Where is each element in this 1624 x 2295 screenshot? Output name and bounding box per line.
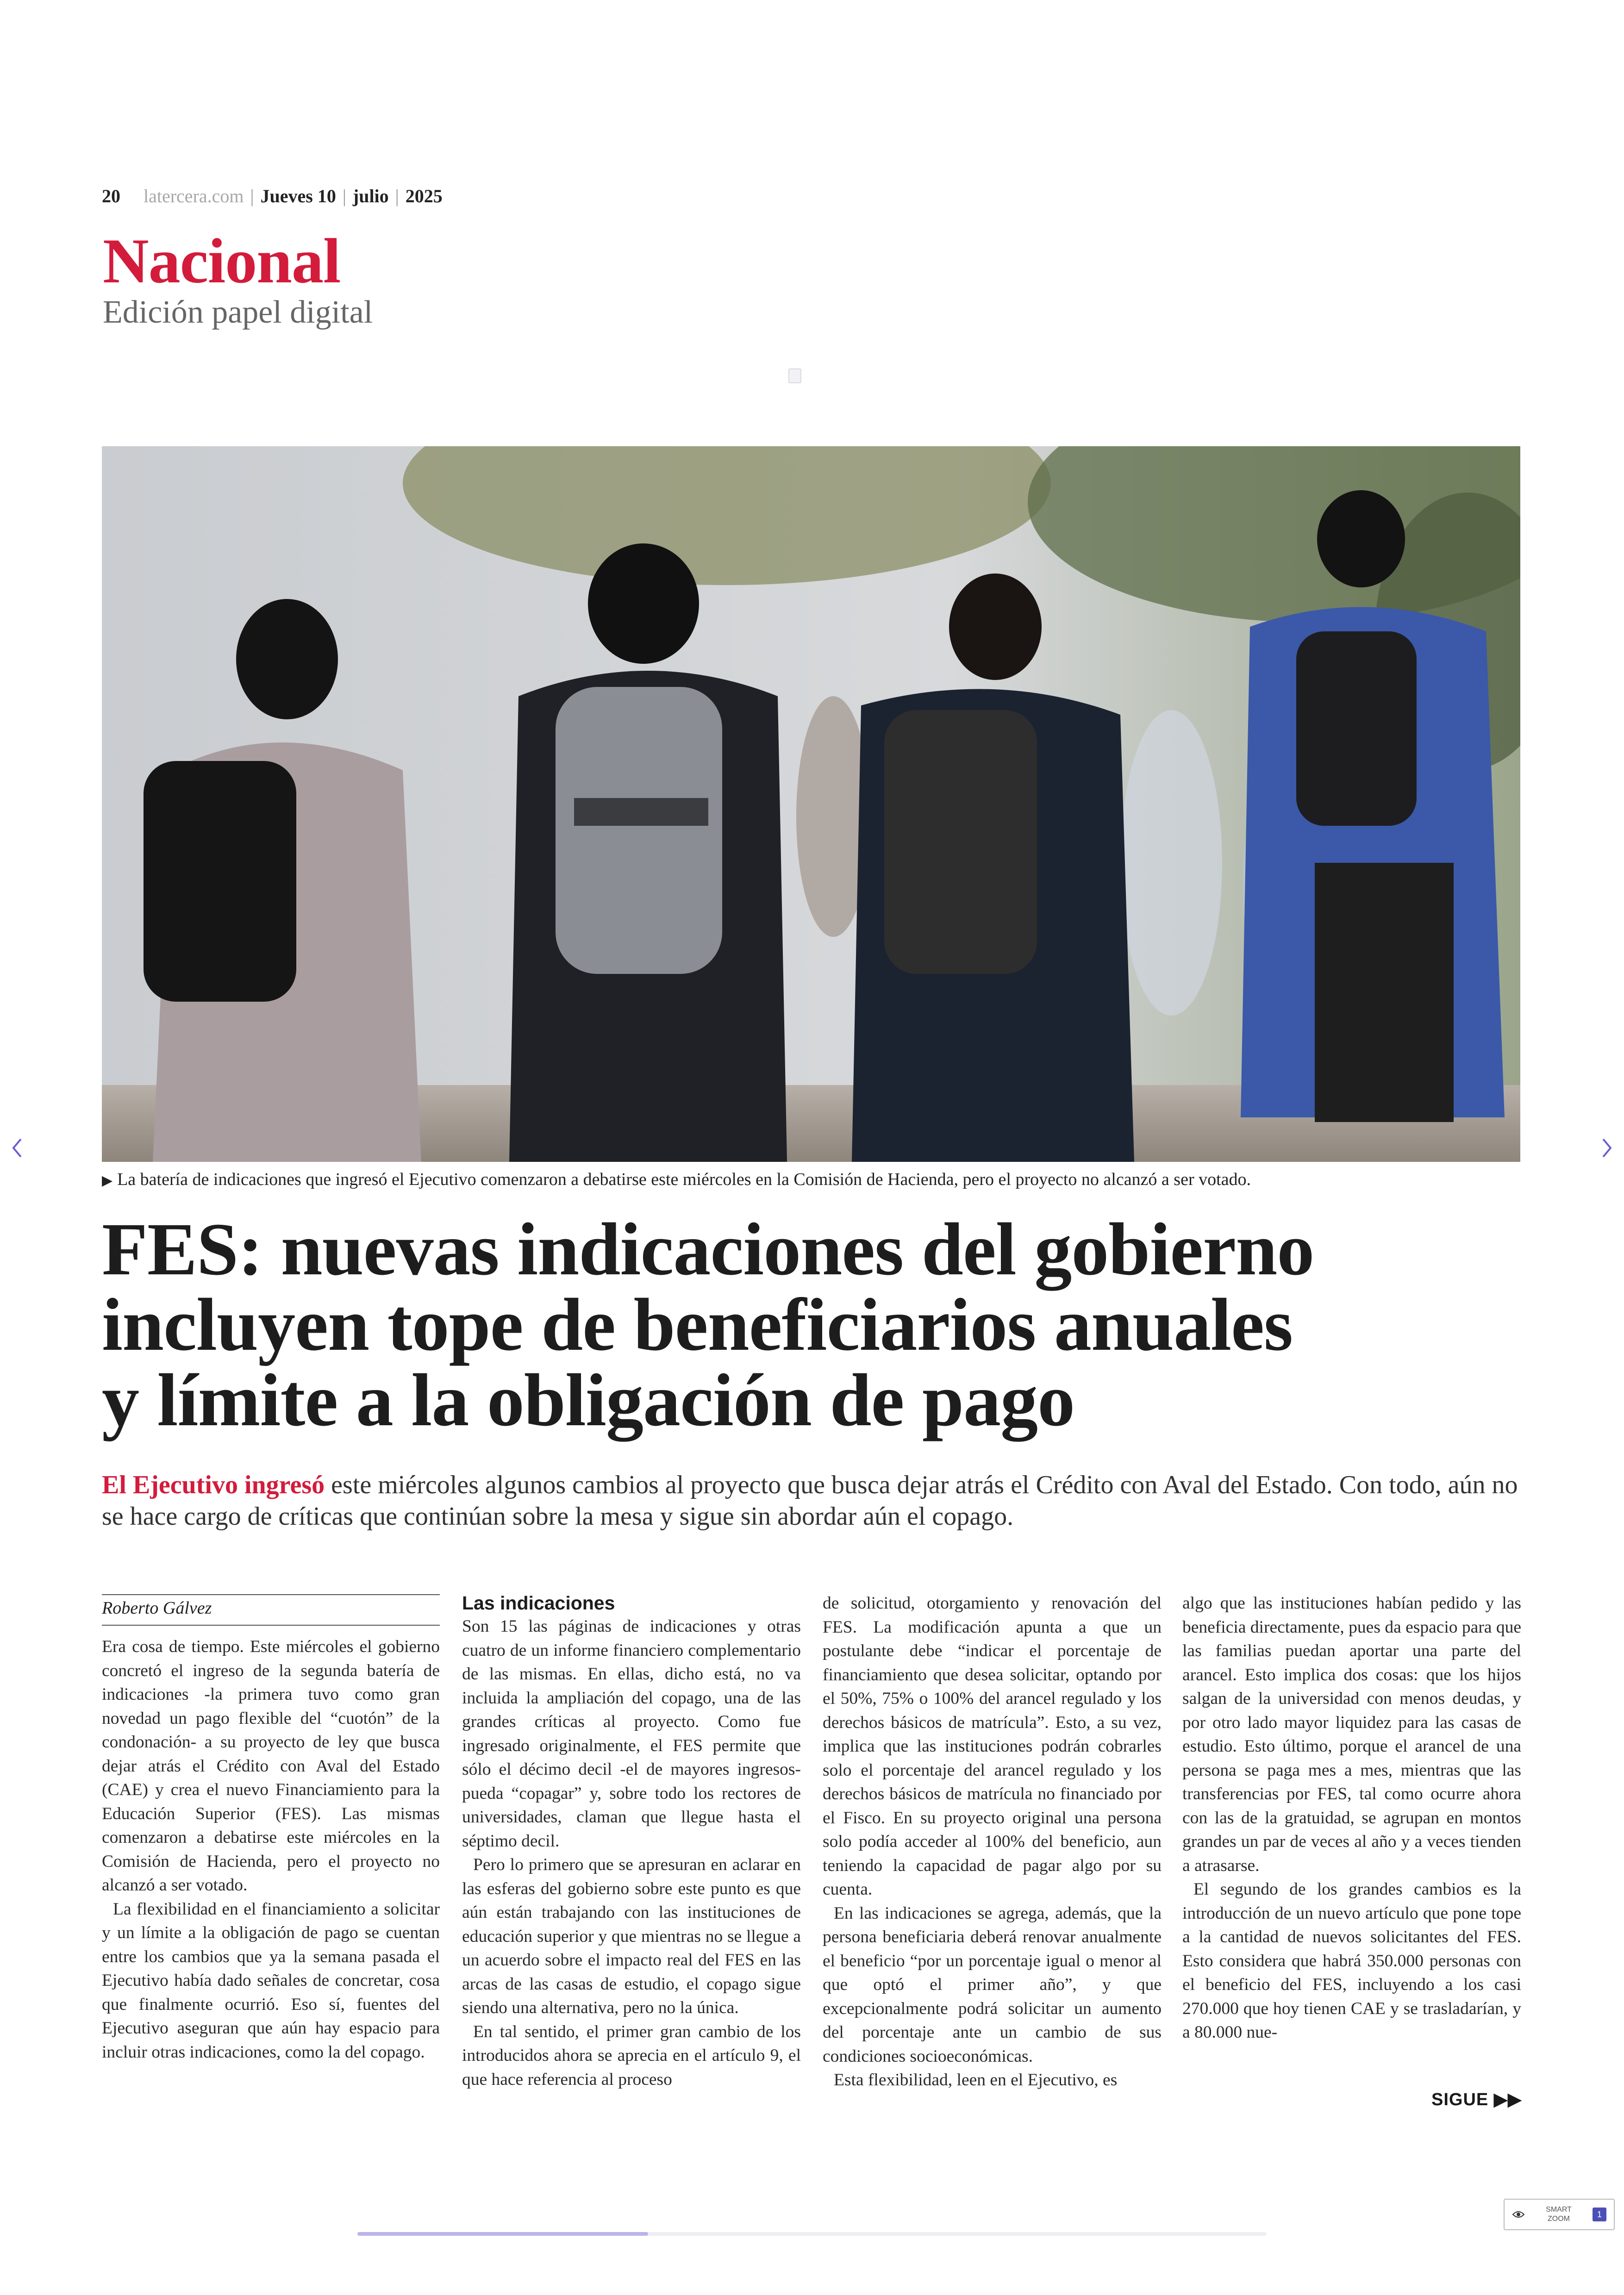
continue-label: SIGUE bbox=[1431, 2090, 1489, 2109]
smart-zoom-label bbox=[1546, 2205, 1572, 2224]
section-subtitle: Edición papel digital bbox=[103, 294, 373, 330]
continue-arrows-icon: ▶▶ bbox=[1493, 2090, 1522, 2109]
folio-divider: | bbox=[395, 186, 399, 206]
headline bbox=[102, 1208, 1537, 1442]
date-year: 2025 bbox=[405, 186, 443, 206]
byline: Roberto Gálvez bbox=[102, 1598, 212, 1618]
section-title: Nacional bbox=[103, 225, 341, 296]
eye-icon bbox=[1512, 2210, 1525, 2219]
page-number: 20 bbox=[102, 186, 120, 206]
smart-zoom-button[interactable] bbox=[1504, 2199, 1615, 2230]
body-paragraph: Son 15 las páginas de indicaciones y otras cuatro de un informe financiero complementario de las mismas. En ellas, dicho está, no va incluida la ampliación del copago, una de las grandes críticas al proyecto. Como fue ingresado originalmente, el FES permite que sólo el décimo decil -el de mayores ingresos- pueda “copagar” y, sobre todo los rectores de universidades, claman que llegue hasta el séptimo decil. bbox=[462, 1617, 801, 1851]
body-column-3 bbox=[823, 1591, 1162, 2092]
body-paragraph: de solicitud, otorgamiento y renovación del FES. La modificación apunta a que un postulante debe “indicar el porcentaje de financiamiento que desea solicitar, optando por el 50%, 75% o 100% del arancel regulado y los derechos básicos de matrícula”. Esto, a su vez, implica que las instituciones podrán cobrarles solo el porcentaje del arancel regulado y los derechos básicos de matrícula no financiado por el Fisco. En su proyecto original una persona solo podía acceder al 100% del beneficio, aun teniendo la capacidad de pagar algo por su cuenta. bbox=[823, 1594, 1162, 1899]
body-paragraph: El segundo de los grandes cambios es la introducción de un nuevo artículo que pone tope a la cantidad de nuevos solicitantes del FES. Esto considera que habrá 350.000 personas con el beneficio del FES, incluyendo a los casi 270.000 que hoy tienen CAE y se trasladarían, y a 80.000 nue- bbox=[1182, 1880, 1521, 2042]
lead-highlight: El Ejecutivo ingresó bbox=[102, 1471, 325, 1499]
site-name: latercera.com bbox=[144, 186, 244, 206]
page-marker-icon bbox=[788, 368, 801, 383]
folio bbox=[102, 185, 443, 207]
continue-marker bbox=[1431, 2089, 1522, 2110]
lead-text: este miércoles algunos cambios al proyecto que busca dejar atrás el Crédito con Aval del Estado. Con todo, aún no se hace cargo de críticas que continúan sobre la mesa y sigue sin abordar aún el copago. bbox=[102, 1471, 1518, 1531]
lead-paragraph bbox=[102, 1469, 1528, 1532]
date-day: Jueves 10 bbox=[260, 186, 336, 206]
next-page-button[interactable] bbox=[1593, 1129, 1621, 1166]
body-paragraph: Pero lo primero que se apresuran en aclarar en las esferas del gobierno sobre este punto es que aún están trabajando con las instituciones de educación superior y que mientras no se llegue a un acuerdo sobre el impacto real del FES en las arcas de las casas de estudio, el copago sigue siendo una alternativa, pero no la única. bbox=[462, 1855, 801, 2017]
headline-line: incluyen tope de beneficiarios anuales bbox=[102, 1284, 1293, 1366]
page-badge: 1 bbox=[1593, 2208, 1606, 2221]
body-column-2 bbox=[462, 1591, 801, 2091]
reading-progress-fill bbox=[357, 2232, 648, 2236]
chevron-left-icon bbox=[10, 1136, 24, 1160]
body-paragraph: En tal sentido, el primer gran cambio de los introducidos ahora se aprecia en el artículo 9, el que hace referencia al proceso bbox=[462, 2022, 801, 2089]
body-paragraph: algo que las instituciones habían pedido y las beneficia directamente, pues da espacio para que las familias puedan aportar una parte del arancel. Esto implica dos cosas: que los hijos salgan de la universidad con menos deudas, y por otro lado mayor liquidez para las casas de estudio. Esto último, porque el arancel de una persona se paga mes a mes, mientras que las transferencias por FES, tal como ocurre ahora con las de la gratuidad, se agrupan en montos grandes un par de veces al año y a veces tienden a atrasarse. bbox=[1182, 1594, 1521, 1875]
folio-divider: | bbox=[250, 186, 254, 206]
body-paragraph: Era cosa de tiempo. Este miércoles el gobierno concretó el ingreso de la segunda batería de indicaciones -la primera tuvo como gran novedad un pago flexible del “cuotón” de la condonación- a su proyecto de ley que busca dejar atrás el Crédito con Aval del Estado (CAE) y crea el nuevo Financiamiento para la Educación Superior (FES). Las mismas comenzaron a debatirse este miércoles en la Comisión de Hacienda, pero el proyecto no alcanzó a ser votado. bbox=[102, 1637, 440, 1895]
prev-page-button[interactable] bbox=[3, 1129, 31, 1166]
caption-text: La batería de indicaciones que ingresó el Ejecutivo comenzaron a debatirse este miércoles en la Comisión de Hacienda, pero el proyecto no alcanzó a ser votado. bbox=[117, 1170, 1251, 1189]
chevron-right-icon bbox=[1600, 1136, 1614, 1160]
date-month: julio bbox=[352, 186, 389, 206]
headline-line: y límite a la obligación de pago bbox=[102, 1359, 1075, 1442]
photo-caption bbox=[102, 1169, 1251, 1190]
byline-rule bbox=[102, 1594, 440, 1595]
body-paragraph: Esta flexibilidad, leen en el Ejecutivo, es bbox=[834, 2070, 1118, 2089]
smart-zoom-line: ZOOM bbox=[1548, 2215, 1570, 2223]
subheading: Las indicaciones bbox=[462, 1592, 615, 1614]
headline-line: FES: nuevas indicaciones del gobierno bbox=[102, 1208, 1314, 1291]
body-paragraph: En las indicaciones se agrega, además, que la persona beneficiaria deberá renovar anualmente el beneficio “por un porcentaje igual o menor al que optó el primer año”, y que excepcionalmente podrá solicitar un aumento del porcentaje ante un cambio de sus condiciones socioeconómicas. bbox=[823, 1903, 1162, 2066]
caption-triangle-icon: ▶ bbox=[102, 1173, 113, 1188]
body-column-4 bbox=[1182, 1591, 1521, 2045]
article-photo bbox=[102, 446, 1520, 1162]
folio-divider: | bbox=[342, 186, 346, 206]
byline-rule bbox=[102, 1625, 440, 1626]
body-column-1 bbox=[102, 1635, 440, 2064]
smart-zoom-line: SMART bbox=[1546, 2206, 1572, 2214]
body-paragraph: La flexibilidad en el financiamiento a solicitar y un límite a la obligación de pago se cuentan entre los cambios que ya la semana pasada el Ejecutivo había dado señales de concretar, cosa que finalmente ocurrió. Eso sí, fuentes del Ejecutivo aseguran que aún hay espacio para incluir otras indicaciones, como la del copago. bbox=[102, 1899, 440, 2062]
